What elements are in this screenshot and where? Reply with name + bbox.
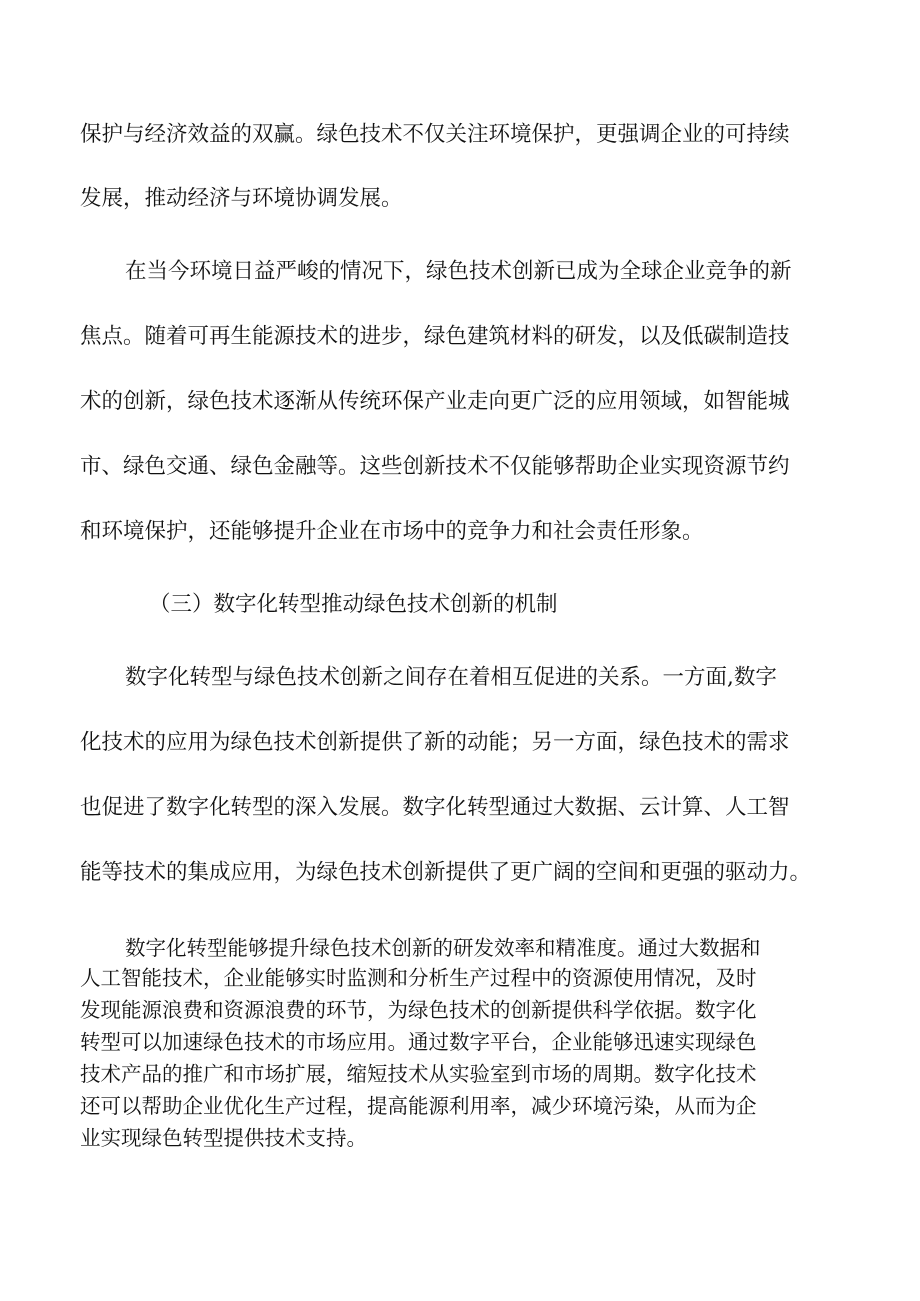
- paragraph-line: 市、绿色交通、绿色金融等。这些创新技术不仅能够帮助企业实现资源节约: [80, 454, 790, 479]
- paragraph-line: 在当今环境日益严峻的情况下，绿色技术创新已成为全球企业竞争的新: [125, 259, 792, 284]
- paragraph-line: 技术产品的推广和市场扩展，缩短技术从实验室到市场的周期。数字化技术: [80, 1062, 757, 1086]
- paragraph-line: 发现能源浪费和资源浪费的环节，为绿色技术的创新提供科学依据。数字化: [80, 998, 757, 1022]
- paragraph-line: 还可以帮助企业优化生产过程，提高能源利用率，减少环境污染，从而为企: [80, 1094, 757, 1118]
- paragraph-line: 数字化转型能够提升绿色技术创新的研发效率和精准度。通过大数据和: [125, 936, 761, 960]
- paragraph-line: 转型可以加速绿色技术的市场应用。通过数字平台，企业能够迅速实现绿色: [80, 1030, 757, 1054]
- paragraph-line: 化技术的应用为绿色技术创新提供了新的动能；另一方面，绿色技术的需求: [80, 730, 790, 755]
- section-heading: （三）数字化转型推动绿色技术创新的机制: [149, 592, 558, 617]
- paragraph-line: 能等技术的集成应用，为绿色技术创新提供了更广阔的空间和更强的驱动力。: [80, 860, 812, 885]
- paragraph-line: 业实现绿色转型提供技术支持。: [80, 1126, 367, 1150]
- paragraph-line: 保护与经济效益的双赢。绿色技术不仅关注环境保护，更强调企业的可持续: [80, 122, 790, 147]
- paragraph-line: 发展，推动经济与环境协调发展。: [80, 186, 403, 211]
- paragraph-line: 也促进了数字化转型的深入发展。数字化转型通过大数据、云计算、人工智: [80, 795, 790, 820]
- paragraph-line: 和环境保护，还能够提升企业在市场中的竞争力和社会责任形象。: [80, 519, 704, 544]
- paragraph-line: 人工智能技术，企业能够实时监测和分析生产过程中的资源使用情况，及时: [80, 966, 757, 990]
- paragraph-line: 数字化转型与绿色技术创新之间存在着相互促进的关系。一方面,数字: [125, 665, 777, 690]
- paragraph-line: 焦点。随着可再生能源技术的进步，绿色建筑材料的研发，以及低碳制造技: [80, 324, 790, 349]
- paragraph-line: 术的创新，绿色技术逐渐从传统环保产业走向更广泛的应用领域，如智能城: [80, 389, 790, 414]
